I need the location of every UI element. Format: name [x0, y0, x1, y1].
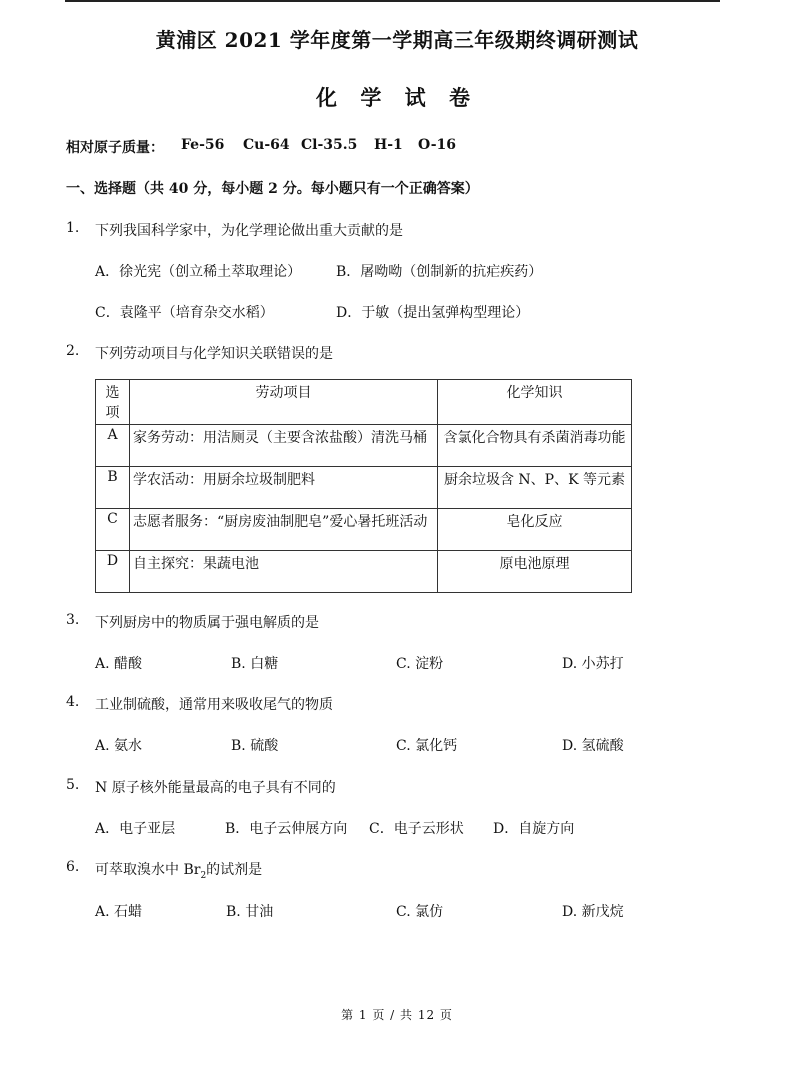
table-cell-activity: 学农活动：用厨余垃圾制肥料: [130, 467, 438, 509]
option-c: C．袁隆平（培育杂交水稻）: [95, 305, 274, 321]
atomic-mass-h: H-1: [374, 137, 403, 153]
table-cell-option: C: [96, 509, 130, 551]
table-cell-knowledge: 皂化反应: [438, 509, 632, 551]
option-d: D．自旋方向: [493, 821, 575, 837]
option-a: A. 石蜡: [95, 904, 143, 920]
table-header-cell: 劳动项目: [130, 380, 438, 425]
table-cell-activity: 志愿者服务：“厨房废油制肥皂”爱心暑托班活动: [130, 509, 438, 551]
option-c: C. 氯仿: [396, 904, 444, 920]
table-row: [96, 425, 632, 467]
option-d: D. 新戊烷: [562, 904, 624, 920]
table-cell-knowledge: 含氯化合物具有杀菌消毒功能: [438, 425, 632, 467]
option-b: B. 硫酸: [231, 738, 279, 754]
table-cell-knowledge: 厨余垃圾含 N、P、K 等元素: [438, 467, 632, 509]
question-text: [95, 859, 262, 881]
table-cell-activity: 自主探究：果蔬电池: [130, 551, 438, 593]
option-b: B. 甘油: [226, 904, 274, 920]
question-text: N 原子核外能量最高的电子具有不同的: [95, 780, 336, 796]
table-cell-option: D: [96, 551, 130, 593]
table-header-cell: 选项: [96, 380, 130, 425]
option-c: C. 淀粉: [396, 656, 444, 672]
table-row: [96, 467, 632, 509]
option-d: D. 氢硫酸: [562, 738, 624, 754]
option-a: A. 醋酸: [95, 656, 143, 672]
question-text-part: 的试剂是: [206, 862, 263, 878]
table-header-cell: 化学知识: [438, 380, 632, 425]
option-b: B. 白糖: [231, 656, 279, 672]
question-text: 下列厨房中的物质属于强电解质的是: [95, 615, 319, 631]
question-number: 3.: [66, 612, 80, 628]
question-number: 1.: [66, 220, 80, 236]
option-c: C．电子云形状: [369, 821, 464, 837]
option-d: D．于敏（提出氢弹构型理论）: [336, 305, 530, 321]
atomic-mass-cu: Cu-64: [243, 137, 290, 153]
page-footer: 第 1 页 / 共 12 页: [341, 1008, 453, 1022]
option-c: C. 氯化钙: [396, 738, 458, 754]
knowledge-table: [95, 379, 632, 593]
question-number: 5.: [66, 777, 80, 793]
question-number: 4.: [66, 694, 80, 710]
top-rule: [65, 0, 720, 2]
question-text: 下列劳动项目与化学知识关联错误的是: [95, 346, 333, 362]
table-cell-option: B: [96, 467, 130, 509]
table-cell-knowledge: 原电池原理: [438, 551, 632, 593]
question-number: 2.: [66, 343, 80, 359]
table-row: [96, 551, 632, 593]
option-a: A．电子亚层: [95, 821, 176, 837]
atomic-mass-cl: Cl-35.5: [301, 137, 358, 153]
table-cell-option: A: [96, 425, 130, 467]
atomic-mass-o: O-16: [418, 137, 457, 153]
option-a: A．徐光宪（创立稀土萃取理论）: [95, 264, 302, 280]
section-heading: 一、选择题（共 40 分，每小题 2 分。每小题只有一个正确答案）: [66, 181, 479, 197]
table-header-row: [96, 380, 632, 425]
question-text-part: 可萃取溴水中 Br: [95, 862, 201, 878]
option-d: D. 小苏打: [562, 656, 624, 672]
question-number: 6.: [66, 859, 80, 875]
atomic-mass-fe: Fe-56: [181, 137, 225, 153]
option-b: B．电子云伸展方向: [225, 821, 348, 837]
question-text: 下列我国科学家中，为化学理论做出重大贡献的是: [95, 223, 403, 239]
option-b: B．屠呦呦（创制新的抗疟疾药）: [336, 264, 543, 280]
atomic-mass-label: 相对原子质量：: [66, 140, 164, 156]
question-text: 工业制硫酸，通常用来吸收尾气的物质: [95, 697, 333, 713]
table-row: [96, 509, 632, 551]
option-a: A. 氨水: [95, 738, 143, 754]
exam-subtitle: 化 学 试 卷: [316, 85, 478, 110]
subscript: 2: [200, 870, 207, 881]
table-cell-activity: 家务劳动：用洁厕灵（主要含浓盐酸）清洗马桶: [130, 425, 438, 467]
exam-title: 黄浦区 2021 学年度第一学期高三年级期终调研测试: [155, 28, 639, 52]
